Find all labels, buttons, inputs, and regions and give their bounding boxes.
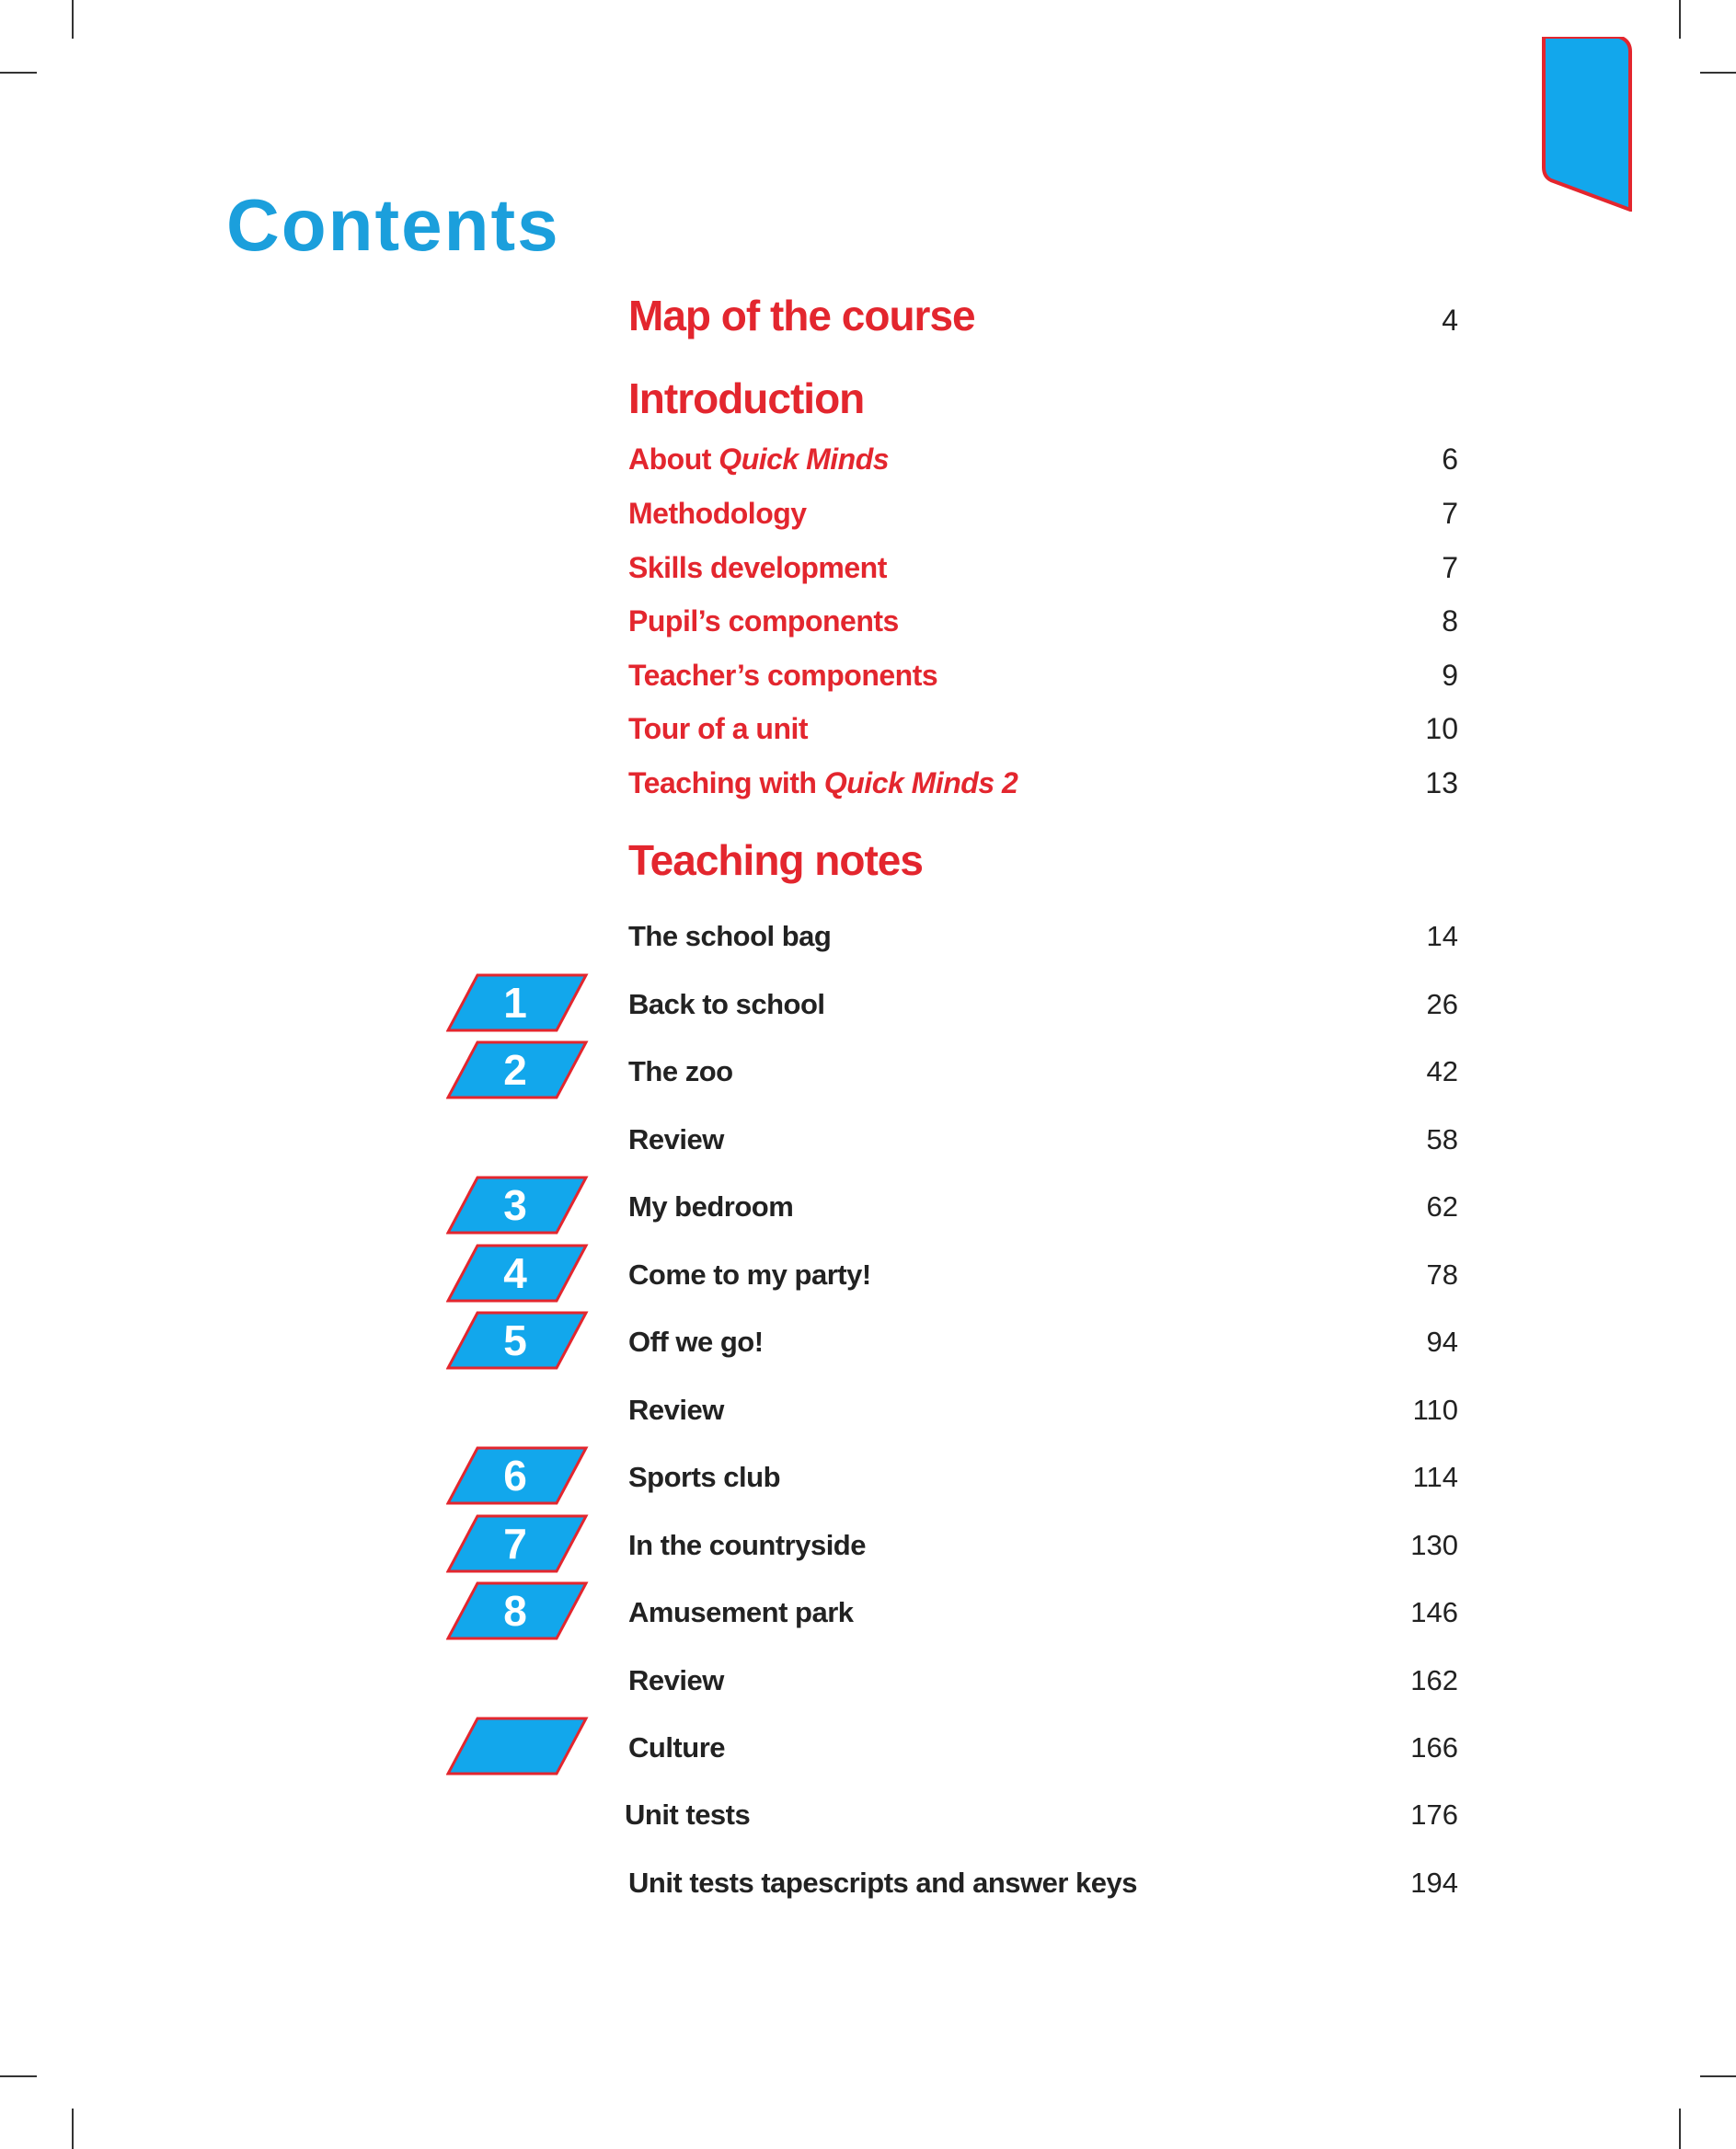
toc-page-number: 62 (1426, 1190, 1458, 1223)
toc-entry-label: Review (628, 1123, 724, 1155)
toc-entry-label: Methodology (628, 497, 807, 530)
toc-page-number: 110 (1412, 1394, 1458, 1426)
toc-entry-label: Off we go! (628, 1326, 764, 1358)
toc-entry-label: Sports club (628, 1461, 781, 1493)
toc-entry-label (628, 442, 889, 477)
crop-mark (0, 2075, 37, 2077)
culture-badge (446, 1717, 590, 1776)
toc-entry-label: My bedroom (628, 1190, 794, 1223)
toc-entry[interactable] (628, 1596, 1458, 1629)
toc-heading-introduction (628, 373, 1458, 423)
toc-entry-label: The school bag (628, 920, 832, 952)
toc-page-number: 7 (1442, 497, 1458, 530)
page-tab-decoration (1542, 37, 1632, 212)
toc-entry[interactable] (628, 604, 1458, 638)
toc-entry-label: In the countryside (628, 1529, 866, 1561)
unit-badge-number: 1 (503, 979, 527, 1027)
toc-page-number: 194 (1410, 1867, 1458, 1899)
toc-page-number: 162 (1410, 1664, 1458, 1696)
toc-entry-label: Pupil’s components (628, 604, 899, 638)
toc-page-number: 130 (1410, 1529, 1458, 1561)
unit-badge (446, 973, 590, 1032)
toc-entry-label: Unit tests tapescripts and answer keys (628, 1867, 1138, 1899)
crop-mark (72, 2109, 74, 2149)
toc-page-number: 8 (1442, 604, 1458, 638)
toc-entry-label (628, 766, 1017, 800)
toc-page-number: 42 (1426, 1055, 1458, 1087)
toc-page-number: 9 (1442, 659, 1458, 692)
crop-mark (1679, 2109, 1681, 2149)
toc-entry-label: Back to school (628, 988, 825, 1020)
toc-page-number: 78 (1426, 1258, 1458, 1291)
section-heading: Introduction (628, 374, 865, 422)
unit-badge-number: 8 (503, 1587, 527, 1635)
label-italic-text: Quick Minds (719, 442, 890, 476)
toc-page-number: 114 (1412, 1461, 1458, 1493)
toc-entry-label: Come to my party! (628, 1258, 871, 1291)
toc-page-number: 166 (1410, 1731, 1458, 1764)
toc-page-number: 13 (1425, 766, 1458, 799)
toc-entry[interactable] (628, 1394, 1458, 1427)
toc-page-number: 146 (1410, 1596, 1458, 1628)
toc-entry-label: Tour of a unit (628, 712, 809, 745)
unit-badge (446, 1581, 590, 1640)
toc-entry[interactable] (628, 1529, 1458, 1562)
toc-entry[interactable] (628, 1055, 1458, 1088)
toc-page-number: 176 (1410, 1798, 1458, 1831)
toc-entry[interactable] (628, 1731, 1458, 1764)
toc-page-number: 14 (1426, 920, 1458, 952)
label-italic-text: Quick Minds 2 (823, 766, 1018, 799)
unit-badge-number: 2 (503, 1046, 527, 1094)
toc-entry-label: The zoo (628, 1055, 733, 1087)
toc-entry[interactable] (628, 1461, 1458, 1494)
toc-entry-label: Amusement park (628, 1596, 854, 1628)
unit-badge-number: 4 (503, 1249, 527, 1297)
toc-entry[interactable] (628, 497, 1458, 531)
toc-entry[interactable] (628, 1867, 1458, 1900)
toc-entry[interactable] (628, 712, 1458, 746)
toc-page-number: 26 (1426, 988, 1458, 1020)
toc-page-number: 58 (1426, 1123, 1458, 1155)
unit-badge (446, 1446, 590, 1505)
unit-badge-number: 3 (503, 1181, 527, 1229)
section-heading: Teaching notes (628, 836, 923, 884)
toc-heading-teaching-notes (628, 835, 1458, 885)
toc-entry-label: Review (628, 1664, 724, 1696)
unit-badge (446, 1514, 590, 1573)
crop-mark (1700, 2075, 1736, 2077)
crop-mark (72, 0, 74, 39)
toc-entry[interactable] (628, 659, 1458, 693)
page-title: Contents (226, 184, 560, 266)
unit-badge (446, 1311, 590, 1370)
unit-badge-number: 5 (503, 1316, 527, 1364)
toc-page-number: 10 (1425, 712, 1458, 745)
toc-page-number: 4 (1442, 304, 1458, 337)
toc-page-number: 94 (1426, 1326, 1458, 1358)
toc-entry-label: Teacher’s components (628, 659, 938, 692)
toc-entry[interactable] (628, 920, 1458, 953)
toc-heading-map: Map of the course (628, 292, 975, 339)
toc-entry[interactable] (628, 988, 1458, 1021)
toc-entry[interactable] (628, 1664, 1458, 1697)
unit-badge-number: 7 (503, 1520, 527, 1568)
toc-entry-label: Skills development (628, 551, 887, 584)
crop-mark (0, 72, 37, 74)
toc-page-number: 7 (1442, 551, 1458, 584)
toc-entry[interactable] (628, 766, 1458, 800)
toc-entry[interactable] (628, 1190, 1458, 1224)
toc-entry-label: Review (628, 1394, 724, 1426)
unit-badge (446, 1176, 590, 1235)
crop-mark (1700, 72, 1736, 74)
toc-entry[interactable] (628, 442, 1458, 477)
toc-entry[interactable] (628, 1326, 1458, 1359)
toc-entry-label: Culture (628, 1731, 725, 1764)
label-text: Teaching with (628, 766, 824, 799)
label-text: About (628, 442, 719, 476)
toc-entry[interactable] (628, 551, 1458, 585)
toc-entry-map[interactable] (628, 291, 1458, 340)
toc-entry[interactable] (628, 1123, 1458, 1156)
crop-mark (1679, 0, 1681, 39)
toc-entry[interactable] (625, 1798, 1458, 1832)
toc-entry-label: Unit tests (625, 1798, 751, 1831)
unit-badge-number: 6 (503, 1452, 527, 1500)
toc-page-number: 6 (1442, 442, 1458, 476)
toc-entry[interactable] (628, 1258, 1458, 1292)
unit-badge (446, 1244, 590, 1303)
unit-badge (446, 1040, 590, 1099)
